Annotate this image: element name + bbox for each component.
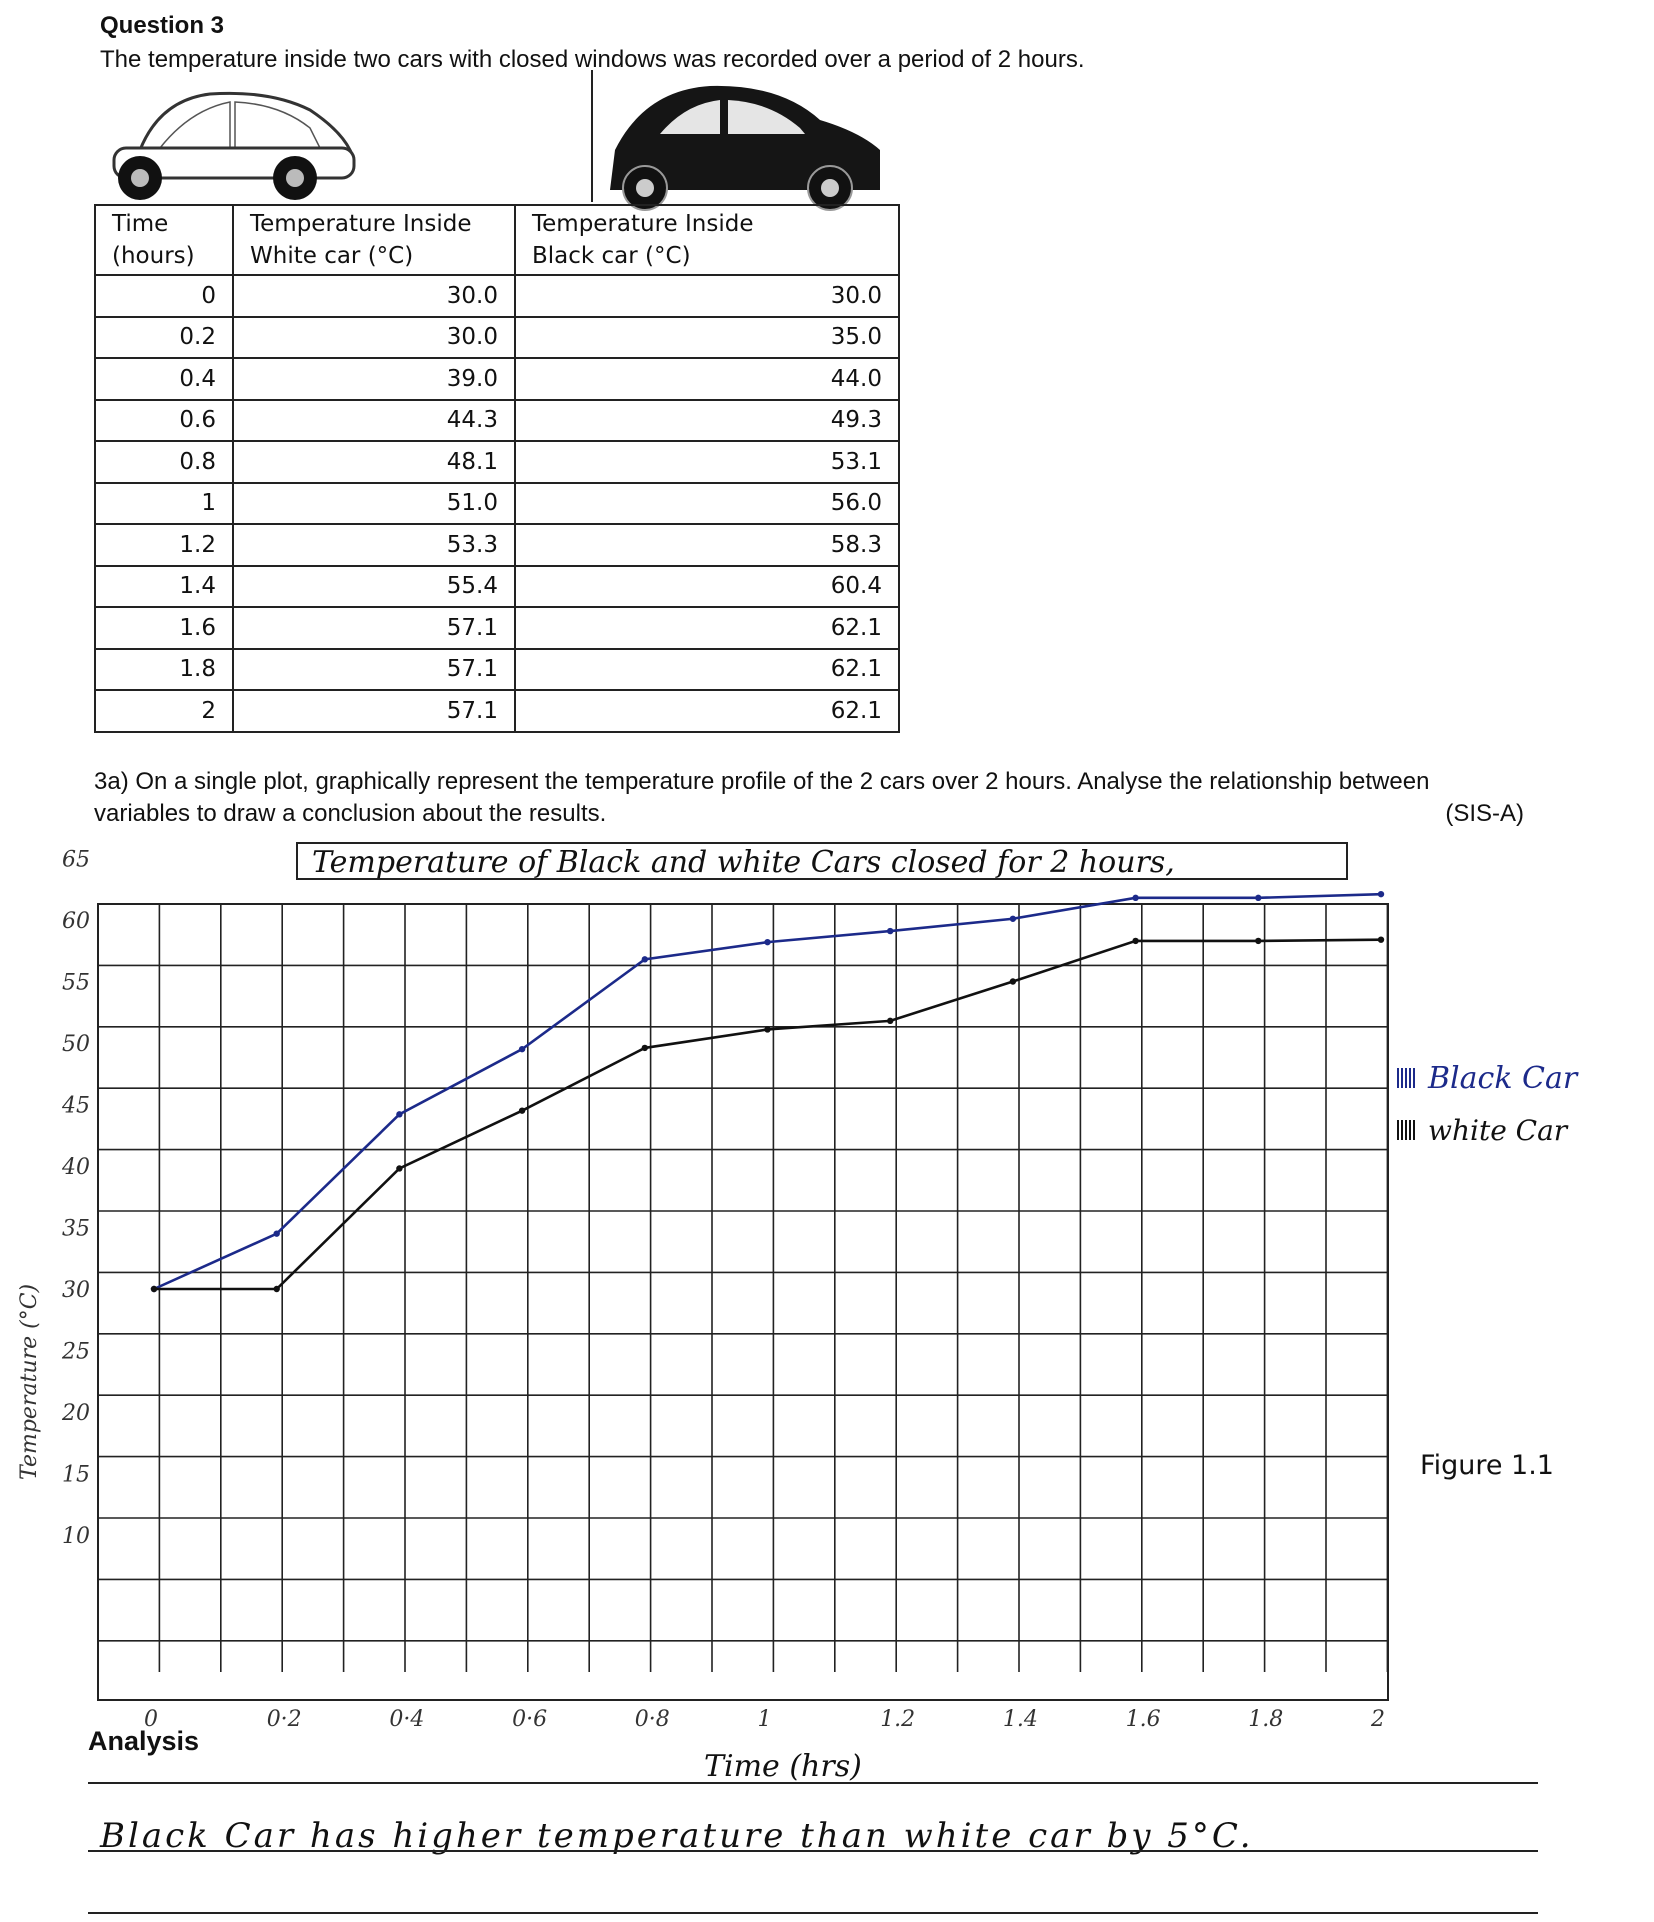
- data-point: [1255, 895, 1261, 901]
- data-point: [396, 1111, 402, 1117]
- cell-white: 53.3: [233, 524, 515, 566]
- table-row: [95, 275, 899, 317]
- cell-black: 35.0: [515, 317, 899, 359]
- cell-black: 44.0: [515, 358, 899, 400]
- cell-time: 0.6: [95, 400, 233, 442]
- cell-black: 58.3: [515, 524, 899, 566]
- question-title: Question 3: [100, 12, 225, 39]
- cell-white: 57.1: [233, 690, 515, 732]
- cell-white: 57.1: [233, 649, 515, 691]
- figure-label: Figure 1.1: [1420, 1450, 1554, 1481]
- data-point: [764, 1026, 770, 1032]
- white-car-image: [114, 93, 354, 200]
- x-tick-label: 0·2: [266, 1707, 302, 1732]
- table-row: [95, 607, 899, 649]
- data-point: [396, 1165, 402, 1171]
- x-tick-label: 0: [144, 1707, 158, 1732]
- data-point: [1132, 938, 1138, 944]
- data-point: [151, 1286, 157, 1292]
- y-tick-label: 50: [62, 1032, 90, 1057]
- cell-black: 56.0: [515, 483, 899, 525]
- cell-black: 53.1: [515, 441, 899, 483]
- header-white-car: Temperature Inside White car (°C): [233, 205, 515, 275]
- table-body: [95, 275, 899, 732]
- x-tick-label: 0·8: [634, 1707, 670, 1732]
- cell-time: 0.4: [95, 358, 233, 400]
- cell-black: 60.4: [515, 566, 899, 608]
- y-tick-label: 25: [62, 1339, 90, 1365]
- table-header-row: [95, 205, 899, 275]
- x-tick-label: 1.8: [1248, 1707, 1284, 1732]
- cell-white: 30.0: [233, 317, 515, 359]
- table-row: [95, 524, 899, 566]
- x-tick-label: 2: [1371, 1707, 1385, 1732]
- task-prompt: [94, 766, 1524, 830]
- y-tick-label: 30: [62, 1278, 90, 1303]
- y-tick-label: 45: [62, 1093, 90, 1119]
- answer-line-top: [88, 1782, 1538, 1784]
- legend-black-label: Black Car: [1428, 1061, 1578, 1096]
- cell-white: 57.1: [233, 607, 515, 649]
- table-row: [95, 441, 899, 483]
- task-text: 3a) On a single plot, graphically represent the temperature profile of the 2 cars over 2 hours. Analyse the relationship between variables to draw a conclusion about the results.: [94, 768, 1430, 827]
- x-tick-label: 1: [757, 1707, 772, 1732]
- cell-white: 48.1: [233, 441, 515, 483]
- cell-time: 1.2: [95, 524, 233, 566]
- x-tick-label: 1.6: [1125, 1707, 1161, 1732]
- y-tick-label: 20: [62, 1401, 90, 1426]
- x-tick-label: 0·6: [512, 1707, 548, 1732]
- data-point: [642, 956, 648, 962]
- table-row: [95, 317, 899, 359]
- cell-black: 30.0: [515, 275, 899, 317]
- cell-black: 49.3: [515, 400, 899, 442]
- data-point: [1010, 978, 1016, 984]
- answer-line-middle: [88, 1850, 1538, 1852]
- table-row: [95, 358, 899, 400]
- cell-time: 1.6: [95, 607, 233, 649]
- cell-black: 62.1: [515, 649, 899, 691]
- analysis-answer: Black Car has higher temperature than white car by 5°C.: [100, 1816, 1254, 1856]
- x-axis-label: Time (hrs): [704, 1749, 862, 1784]
- cell-time: 2: [95, 690, 233, 732]
- table-row: [95, 400, 899, 442]
- data-point: [1255, 938, 1261, 944]
- data-point: [887, 1018, 893, 1024]
- cell-white: 51.0: [233, 483, 515, 525]
- y-tick-label: 40: [62, 1155, 90, 1180]
- header-black-car: Temperature Inside Black car (°C): [515, 205, 899, 275]
- data-point: [887, 928, 893, 934]
- cell-time: 1.8: [95, 649, 233, 691]
- x-tick-label: 1.2: [880, 1707, 916, 1732]
- table-row: [95, 566, 899, 608]
- table-row: [95, 483, 899, 525]
- cell-black: 62.1: [515, 690, 899, 732]
- legend-white-label: white Car: [1428, 1114, 1568, 1147]
- cell-white: 44.3: [233, 400, 515, 442]
- cell-time: 0: [95, 275, 233, 317]
- y-tick-label: 35: [62, 1216, 90, 1242]
- cell-time: 1: [95, 483, 233, 525]
- car-illustrations: [100, 80, 920, 210]
- cell-time: 0.8: [95, 441, 233, 483]
- question-intro: The temperature inside two cars with closed windows was recorded over a period of 2 hours.: [100, 46, 1085, 73]
- table-row: [95, 690, 899, 732]
- cell-white: 30.0: [233, 275, 515, 317]
- cell-time: 1.4: [95, 566, 233, 608]
- header-time: Time (hours): [95, 205, 233, 275]
- y-tick-label: 65: [62, 847, 90, 873]
- data-point: [519, 1046, 525, 1052]
- data-point: [1010, 916, 1016, 922]
- chart-title: Temperature of Black and white Cars closed for 2 hours,: [296, 842, 1348, 880]
- y-tick-label: 60: [62, 909, 90, 934]
- temperature-table: [94, 204, 900, 733]
- cell-white: 55.4: [233, 566, 515, 608]
- plot-frame: [98, 904, 1388, 1700]
- black-car-image: [610, 86, 880, 210]
- cell-black: 62.1: [515, 607, 899, 649]
- data-point: [1132, 895, 1138, 901]
- cell-time: 0.2: [95, 317, 233, 359]
- y-tick-label: 15: [62, 1462, 90, 1488]
- y-tick-label: 10: [62, 1524, 90, 1549]
- data-point: [1378, 891, 1384, 897]
- data-point: [274, 1230, 280, 1236]
- data-point: [764, 939, 770, 945]
- y-tick-label: 55: [62, 970, 90, 996]
- answer-line-bottom: [88, 1912, 1538, 1914]
- task-code: (SIS-A): [1445, 800, 1524, 827]
- y-axis-label: Temperature (°C): [17, 1283, 42, 1480]
- x-tick-label: 0·4: [389, 1707, 425, 1732]
- data-point: [1378, 936, 1384, 942]
- data-point: [642, 1045, 648, 1051]
- x-tick-label: 1.4: [1002, 1707, 1038, 1732]
- data-point: [519, 1107, 525, 1113]
- series-line-white-car: [154, 940, 1381, 1289]
- data-point: [274, 1286, 280, 1292]
- analysis-heading: Analysis: [88, 1726, 200, 1756]
- cell-white: 39.0: [233, 358, 515, 400]
- table-row: [95, 649, 899, 691]
